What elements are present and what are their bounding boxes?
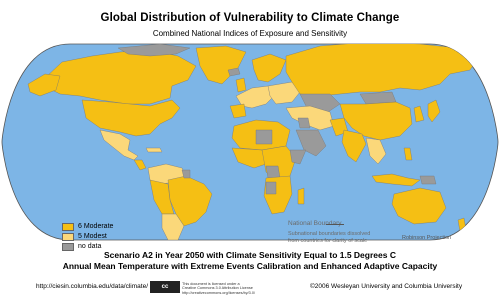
subnational-note: Subnational boundaries dissolved from countries for clarity of scale bbox=[288, 231, 371, 244]
legend bbox=[62, 222, 113, 252]
national-boundary-label: National Boundary bbox=[288, 220, 342, 227]
region-cuba bbox=[146, 148, 162, 152]
region-uk bbox=[236, 78, 246, 92]
region-sahara-nodata bbox=[256, 130, 272, 144]
region-papua bbox=[420, 176, 436, 184]
legend-item-moderate bbox=[62, 222, 113, 232]
region-congo-nodata bbox=[266, 166, 280, 178]
projection-label: Robinson Projection bbox=[402, 235, 452, 241]
scenario-line-2: Annual Mean Temperature with Extreme Events Calibration and Enhanced Adaptive Capacity bbox=[62, 261, 438, 271]
license-text: This document is licensed under a Creative Commons 3.0 Attribution License http://creativecommons.org/licenses/by/3.0/ bbox=[182, 282, 256, 295]
map-subtitle: Combined National Indices of Exposure and Sensitivity bbox=[152, 29, 348, 38]
legend-swatch-moderate bbox=[62, 223, 74, 231]
source-url[interactable]: http://ciesin.columbia.edu/data/climate/ bbox=[36, 283, 149, 290]
legend-item-modest bbox=[62, 232, 113, 242]
legend-label: 5 Modest bbox=[78, 233, 107, 240]
national-boundary-line bbox=[326, 224, 344, 225]
scenario-line-1: Scenario A2 in Year 2050 with Climate Sensitivity Equal to 1.5 Degrees C bbox=[104, 250, 396, 260]
region-madagascar bbox=[298, 188, 304, 204]
legend-label: no data bbox=[78, 243, 102, 250]
scenario-description bbox=[0, 250, 500, 272]
map-title: Global Distribution of Vulnerability to Climate Change bbox=[100, 12, 400, 24]
legend-swatch-modest bbox=[62, 233, 74, 241]
region-angola-nodata bbox=[266, 182, 276, 194]
legend-label: 6 Moderate bbox=[78, 223, 114, 230]
creative-commons-icon[interactable]: cc bbox=[150, 281, 180, 293]
region-iraq bbox=[298, 118, 310, 128]
copyright: ©2006 Wesleyan University and Columbia University bbox=[310, 283, 463, 290]
